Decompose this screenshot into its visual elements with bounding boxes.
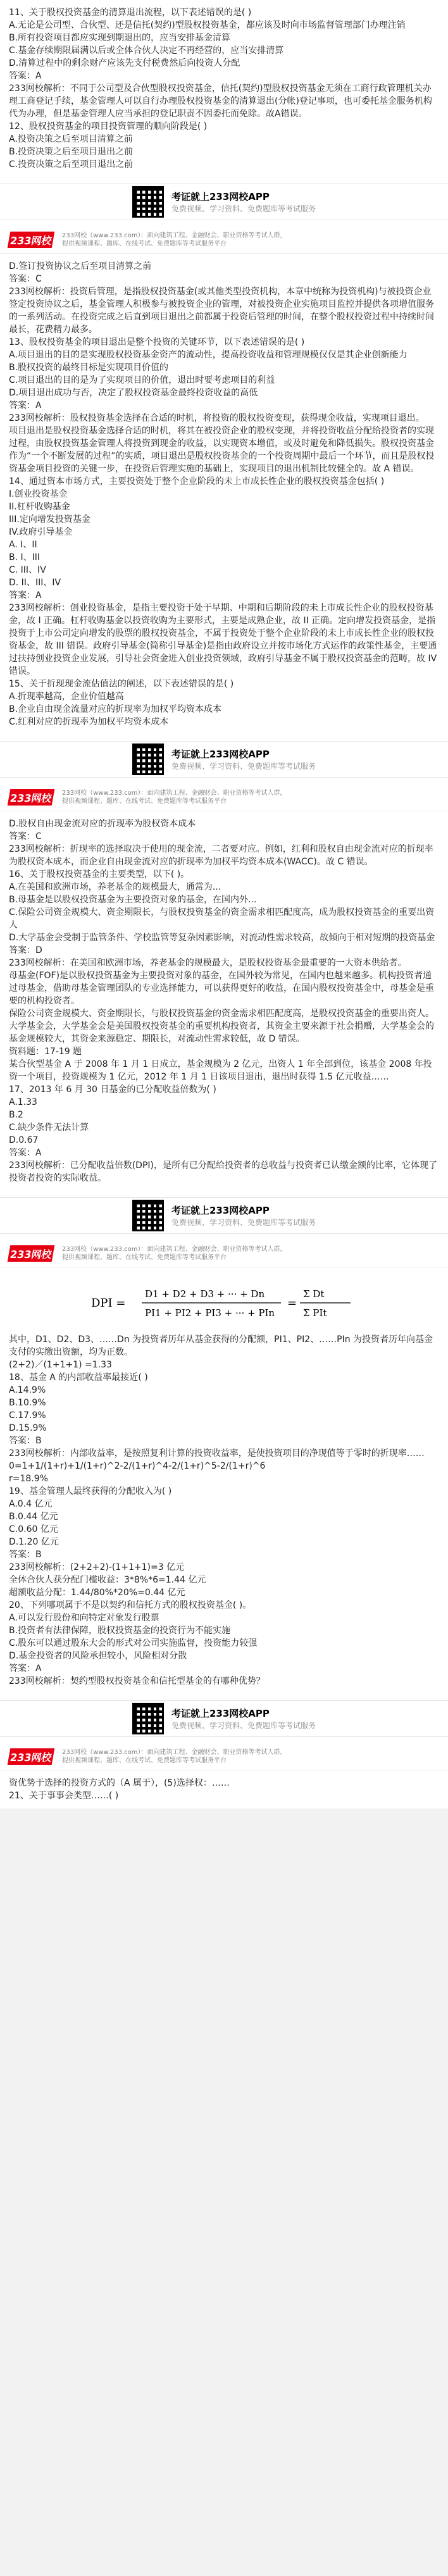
- text-line: 11、关于股权投资基金的清算退出流程，以下表述错误的是( ): [9, 8, 252, 18]
- app-banner[interactable]: [0, 184, 448, 220]
- text-line: B.2: [9, 1110, 23, 1120]
- header-line-1: 233网校（www.233.com）：面向建筑工程、金融财会、职业资格等考试人群，: [62, 1749, 287, 1756]
- page-header: [0, 227, 448, 254]
- text-line: 20、下列哪项属于不是以契约和信托方式的股权投资基金( )。: [9, 1600, 252, 1610]
- text-line: 答案：D: [9, 945, 42, 955]
- text-line: 0=1+1/(1+r)+1/(1+r)^2-2/(1+r)^4-2/(1+r)^5-2/(1+r)^6: [9, 1461, 266, 1471]
- site-logo[interactable]: 233网校: [8, 789, 55, 806]
- formula-den: PI1 + PI2 + PI3 + ··· + PIn: [145, 1307, 275, 1319]
- text-line: II.杠杆收购基金: [9, 502, 70, 512]
- text-line: A.1.33: [9, 1097, 37, 1107]
- text-line: 项目退出是股权投资基金选择合适的时机，将其在被投资企业的股权变现，并将投资收益分配给投资者的实现过程，由股权投资基金管理人将投资到现金的收益，以实现资本增值，或及时避免和降低损失。股权投资基金作为“一个不断发展的过程”的实质，项目退出是股权投资基金的一个投资周期中最后一个环节，而且是股权投资基金项目投资的关键一步，在投资后管理实施的基础上，实现项目的退出机制比较健全的。故 A 错误。: [9, 426, 435, 474]
- text-line: B.10.9%: [9, 1398, 46, 1408]
- text-line: 答案：A: [9, 401, 42, 411]
- text-line: C.缺少条件无法计算: [9, 1123, 89, 1133]
- formula-svg: [85, 1281, 363, 1326]
- text-line: 其中，D1、D2、D3、……Dn 为投资者历年从基金获得的分配额，PI1、PI2、……PIn 为投资者历年向基金支付的实缴出资额，均为正数。: [9, 1335, 433, 1357]
- text-line: 14、通过资本市场方式，主要投资处于整个企业阶段的未上市成长性企业的股权投资基金包括( ): [9, 476, 385, 487]
- text-line: B.所有投资项目都应实现到期退出的，应当安排基金清算: [9, 33, 231, 43]
- text-line: 233网校解析：已分配收益倍数(DPI)，是所有已分配给投资者的总收益与投资者已认缴金额的比率，它体现了投资者投资的实际收益。: [9, 1160, 437, 1183]
- text-line: A.14.9%: [9, 1385, 46, 1395]
- text-line: 资料题：17-19 题: [9, 1047, 82, 1057]
- text-line: C.股东可以通过股东大会的形式对公司实施监督，投资能力较强: [9, 1638, 258, 1648]
- text-line: D.股权自由现金流对应的折现率为股权资本成本: [9, 819, 196, 829]
- text-line: B.0.44 亿元: [9, 1512, 58, 1522]
- text-line: B. I、III: [9, 552, 40, 563]
- page-header: [0, 784, 448, 811]
- text-line: 19、基金管理人最终获得的分配收入为( ): [9, 1486, 172, 1496]
- text-line: D.0.67: [9, 1135, 39, 1145]
- text-line: C.基金存续期限届满以后或全体合伙人决定不再经营的，应当安排清算: [9, 46, 284, 56]
- qr-code-icon: [132, 1200, 164, 1231]
- text-line: 母基金(FOF)是以股权投资基金为主要投资对象的基金，在国外较为常见，在国内也越来越多。机构投资者通过母基金，借助母基金管理团队的专业选择能力，可以获得更好的收益，在国内股权投资基金中，母基金是重要的机构投资者。: [9, 971, 434, 1006]
- text-line: A. I、II: [9, 540, 37, 550]
- text-line: A.在美国和欧洲市场，养老基金的规模最大，通常为...: [9, 882, 221, 892]
- text-line: D.1.20 亿元: [9, 1537, 59, 1547]
- text-line: 17、2013 年 6 月 30 日基金的已分配收益倍数为( ): [9, 1085, 216, 1095]
- text-line: 233网校解析：投资后管理，是指股权投资基金(或其他类型投资机构，本章中统称为投资机构)与被投资企业签定投资协议之后，基金管理人积极参与被投资企业的管理，对被投资企业实施项目监控并提供各项增值服务的一系列活动。在投资完成之后直到项目退出之前都属于投资后管理的时间，在整个股权投资过程中持续时间最长，花费精力最多。: [9, 287, 434, 335]
- app-banner[interactable]: [0, 1197, 448, 1234]
- text-line: 答案：A: [9, 1148, 42, 1158]
- text-line: D.大学基金会受制于监管条件、学校监管等复杂因素影响，对流动性需求较高，故倾向于相对短期的投资基金: [9, 933, 435, 943]
- text-line: (2+2)／(1+1+1) =1.33: [9, 1360, 112, 1370]
- dpi-formula: [9, 1281, 439, 1326]
- text-line: 某合伙型基金 A 于 2008 年 1 月 1 日成立，基金规模为 2 亿元，出资人 1 年全部到位，该基金 2008 年投资一个项目，投资规模为 1 亿元，2012 年 1 月 1 日该项目退出，退出时获得 1.5 亿元收益……: [9, 1059, 432, 1082]
- text-line: D.签订投资协议之后至项目清算之前: [9, 261, 152, 271]
- text-line: A.项目退出的目的是实现股权投资基金资产的流动性，提高投资收益和管理规模仅仅是其企业创新能力: [9, 350, 408, 360]
- text-line: IV.政府引导基金: [9, 527, 73, 537]
- qr-code-icon: [132, 186, 164, 218]
- text-line: C.投资决策之后至项目退出之前: [9, 159, 134, 170]
- text-line: 15、关于折现现金流估值法的阐述，以下表述错误的是( ): [9, 679, 234, 689]
- text-line: r=18.9%: [9, 1474, 48, 1484]
- text-line: 大学基金会，大学基金会是美国股权投资基金的重要机构投资者，其资金主要来源于社会捐赠，大学基金会的基金规模较大，其资金来源稳定、期限长，对流动性需求较低，故 D 错误。: [9, 1021, 434, 1044]
- formula-lhs: DPI =: [91, 1297, 126, 1310]
- text-line: 16、关于股权投资基金的主要类型，以下( )。: [9, 869, 190, 880]
- formula-rhs-num: Σ Dt: [303, 1288, 325, 1300]
- header-line-2: 提供视频课程、题库、在线考试、免费题库等考试服务平台: [62, 798, 227, 805]
- text-line: 全体合伙人获分配门槛收益：3*8%*6=1.44 亿元: [9, 1575, 206, 1585]
- text-line: 233网校解析：契约型股权投资基金和信托型基金的有哪种优势？: [9, 1676, 265, 1686]
- app-banner[interactable]: [0, 1700, 448, 1737]
- formula-rhs-den: Σ PIt: [303, 1307, 327, 1319]
- app-banner[interactable]: [0, 741, 448, 778]
- qr-code-icon: [132, 1703, 164, 1734]
- text-line: B.企业自由现金流量对应的折现率为加权平均资本成本: [9, 704, 222, 714]
- text-line: D.基金投资者的风险承担较小，风险相对分散: [9, 1651, 187, 1661]
- text-line: 233网校解析：不同于公司型及合伙型股权投资基金，信托(契约)型股权投资基金无须在工商行政管理机关办理工商登记手续，基金管理人可以自行办理股权投资基金的清算退出(分帐)登记事项，也可委托基金服务机构代为办理，但是基金管理人应当承担的登记职责不因委托而免除。故A错误。: [9, 84, 432, 119]
- page-header: [0, 1240, 448, 1267]
- section-5: [0, 1770, 448, 1808]
- section-3: [0, 811, 448, 1191]
- banner-subtitle: 免费视频、学习资料、免费题库等考试服务: [171, 1721, 316, 1730]
- banner-subtitle: 免费视频、学习资料、免费题库等考试服务: [171, 762, 316, 771]
- text-line: A.折现率越高，企业价值越高: [9, 692, 124, 702]
- text-line: 答案：C: [9, 831, 42, 842]
- text-line: 13、股权投资基金的项目退出是整个投资的关键环节，以下表述错误的是( ): [9, 337, 305, 347]
- banner-title: 考证就上233网校APP: [171, 749, 270, 760]
- banner-subtitle: 免费视频、学习资料、免费题库等考试服务: [171, 204, 316, 213]
- text-line: 超额收益分配：1.44/80%*20%=0.44 亿元: [9, 1588, 185, 1598]
- text-line: 233网校解析：内部收益率，是按照复利计算的投资收益率，是使投资项目的净现值等于零时的折现率……: [9, 1448, 425, 1459]
- text-line: D.项目退出成功与否，决定了股权投资基金最终投资收益的高低: [9, 388, 258, 398]
- text-line: 21、关于事事会类型……( ): [9, 1791, 119, 1801]
- text-line: 233网校解析：(2+2+2)-(1+1+1)=3 亿元: [9, 1562, 185, 1572]
- text-line: B.投资决策之后至项目退出之前: [9, 147, 134, 157]
- header-line-1: 233网校（www.233.com）：面向建筑工程、金融财会、职业资格等考试人群，: [62, 790, 287, 797]
- text-line: 233网校解析：折现率的选择取决于使用的现金流，二者要对应。例如，红利和股权自由现金流对应的折现率为股权资本成本，而企业自由现金流对应的折现率为加权平均资本成本(WACC)。故 C 错误。: [9, 844, 433, 867]
- text-line: C.保险公司资金规模大、资金期限长，与股权投资基金的资金需求相匹配度高，成为股权投资基金的重要出资人: [9, 907, 435, 930]
- text-line: A.可以发行股份和向特定对象发行股票: [9, 1613, 159, 1623]
- text-line: 233网校解析：股权投资基金选择在合适的时机，将投资的股权投资变现，获得现金收益，实现项目退出。: [9, 413, 425, 423]
- text-line: C. III、IV: [9, 565, 46, 575]
- formula-num: D1 + D2 + D3 + ··· + Dn: [145, 1288, 265, 1300]
- text-line: 答案：B: [9, 1550, 42, 1560]
- text-line: 答案：A: [9, 1664, 42, 1674]
- text-line: 答案：A: [9, 590, 42, 600]
- text-line: B.母基金是以股权投资基金为主要投资对象的基金，在国内外...: [9, 895, 257, 905]
- header-line-1: 233网校（www.233.com）：面向建筑工程、金融财会、职业资格等考试人群，: [62, 232, 287, 239]
- banner-title: 考证就上233网校APP: [171, 1708, 270, 1719]
- text-line: III.定向增发投资基金: [9, 514, 90, 525]
- text-line: A.无论是公司型、合伙型、还是信托(契约)型股权投资基金，都应该及时向市场监督管理部门办理注销: [9, 20, 406, 30]
- header-line-2: 提供视频课程、题库、在线考试、免费题库等考试服务平台: [62, 1254, 227, 1261]
- text-line: 答案：A: [9, 71, 42, 81]
- text-line: 233网校解析：在美国和欧洲市场，养老基金的规模最大，是股权投资基金最重要的一大资本供给者。: [9, 958, 407, 968]
- text-line: A.投资决策之后至项目清算之前: [9, 134, 133, 144]
- qr-code-icon: [132, 744, 164, 775]
- text-line: 资优势于选择的投资方式的（A 属于），(5)选择权：……: [9, 1778, 230, 1788]
- text-line: A.0.4 亿元: [9, 1499, 53, 1509]
- section-4: [0, 1267, 448, 1694]
- site-logo[interactable]: 233网校: [8, 232, 55, 248]
- text-line: I.创业投资基金: [9, 489, 68, 499]
- banner-subtitle: 免费视频、学习资料、免费题库等考试服务: [171, 1218, 316, 1227]
- svg-text:=: =: [287, 1297, 297, 1310]
- text-line: 12、股权投资基金的项目投资管理的顺向阶段是( ): [9, 121, 208, 132]
- page-header: [0, 1743, 448, 1770]
- text-line: 18、基金 A 的内部收益率最接近( ): [9, 1372, 148, 1383]
- text-line: 保险公司资金规模大、资金期限长，与股权投资基金的资金需求相匹配度高，是股权投资基金的重要出资人。: [9, 1009, 434, 1019]
- banner-title: 考证就上233网校APP: [171, 1205, 270, 1216]
- site-logo[interactable]: 233网校: [8, 1748, 55, 1765]
- text-line: C.红利对应的折现率为加权平均资本成本: [9, 717, 169, 727]
- text-line: 答案：B: [9, 1436, 42, 1446]
- text-line: C.17.9%: [9, 1410, 46, 1421]
- text-line: 233网校解析：创业投资基金，是指主要投资于处于早期、中期和后期阶段的未上市成长性企业的股权投资基金，故 I 正确。杠杆收购基金以投资收购为主要形式，主要是成熟企业，故 II 正确。定向增发投资基金，是指投资于上市公司定向增发的股票的股权投资基金，不属于投资处于整个企业阶段的未上市成长性企业的股权投资基金，故 III 错误。政府引导基金(简称引导基金)是指由政府设立并按市场化方式运作的政策性基金，主要通过扶持创业投资企业发展，引导社会资金进入创业投资领域，政府引导基金不属于股权投资基金的范畴，故 IV 错误。: [9, 603, 440, 676]
- banner-title: 考证就上233网校APP: [171, 191, 270, 202]
- text-line: D.15.9%: [9, 1423, 47, 1433]
- text-line: C.0.60 亿元: [9, 1524, 58, 1534]
- text-line: C.项目退出的目的是为了实现项目的价值，退出时要考虑项目的利益: [9, 375, 275, 385]
- text-line: B.股权投资的最终目标是实现项目价值的: [9, 363, 169, 373]
- site-logo[interactable]: 233网校: [8, 1245, 55, 1262]
- header-line-2: 提供视频课程、题库、在线考试、免费题库等考试服务平台: [62, 240, 227, 247]
- header-line-1: 233网校（www.233.com）：面向建筑工程、金融财会、职业资格等考试人群，: [62, 1246, 287, 1253]
- section-1: [0, 0, 448, 177]
- header-line-2: 提供视频课程、题库、在线考试、免费题库等考试服务平台: [62, 1757, 227, 1764]
- text-line: D. II、III、IV: [9, 578, 61, 588]
- text-line: D.清算过程中的剩余财产应该先支付税费然后向投资人分配: [9, 58, 240, 68]
- text-line: 答案：C: [9, 274, 42, 284]
- text-line: B.投资者有法律保障，股权投资基金的投资行为不能实施: [9, 1626, 231, 1636]
- section-2: [0, 254, 448, 735]
